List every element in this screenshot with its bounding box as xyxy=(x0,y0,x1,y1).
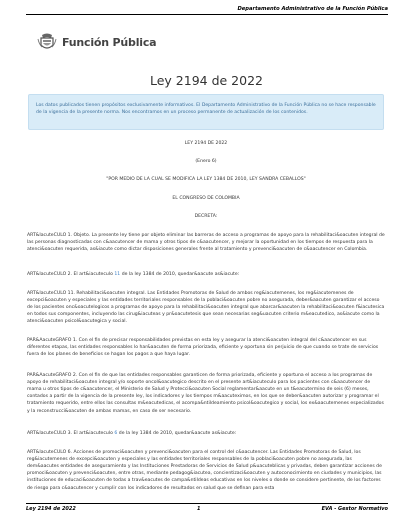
paragraph-2: PAR&AacuteGRAFO 2. Con el fin de que las entidades responsables garanticen de forma priorizada, eficiente y oportuna el acceso a los programas de apoyo de rehabilitaci&oacuten integral y/o soporte oncol&oacutegico descrito en el presente art&iacuteculo para los pacientes con c&aacutencer de mama u otros tipos de c&aacutencer, el Ministerio de Salud y Protecci&oacuten Social reglamentar&aacute en un t&eacutermino de seis (6) meses, contados a partir de la vigencia de la presente ley, los indicadores y los tiempos m&aacuteximos, en los que se deber&aacuten autorizar y programar el tratamiento requerido, entre ellos las consultas m&eacutedicas, el acompa&ntildeamiento psicol&oacutegico y social, los ex&aacutemenes especializados y la reconstrucci&oacuten de ambas mamas, en caso de ser necesario. xyxy=(27,373,384,414)
law-number: LEY 2194 DE 2022 xyxy=(184,141,228,146)
page-number: 1 xyxy=(197,506,201,512)
article-2 xyxy=(27,271,385,278)
decreta-heading: DECRETA: xyxy=(194,214,218,219)
law-subject: "POR MEDIO DE LA CUAL SE MODIFICA LA LEY 1384 DE 2010, LEY SANDRA CEBALLOS" xyxy=(106,177,306,182)
article-2-text-end: de la ley 1384 de 2010, quedar&aacute as&iacute: xyxy=(120,272,240,277)
article-3-text: ART&IacuteCULO 3. El art&iacuteculo xyxy=(27,431,115,436)
article-1: ART&IacuteCULO 1. Objeto. La presente ley tiene por objeto eliminar las barreras de acceso a programas de apoyo para la rehabilitaci&oacuten integral de las personas diagnosticadas con c&aacutencer de mama y otros tipos de c&aacutencer, y mejorar la oportunidad en los tiempos de respuesta para la atenci&oacuten requerida, as&iacute como dictar disposiciones generales frente al tratamiento y prevenci&oacuten de c&aacutencer en Colombia. xyxy=(27,233,385,253)
paragraph-1: PAR&AacuteGRAFO 1. Con el fin de precisar responsabilidades previstas en esta ley y asegurar la atenci&oacuten integral del c&aacutencer en sus diferentes etapas, las entidades responsables lo har&aacuten de forma priorizada, eficiente y oportuna sin perjuicio de que cuando se trate de servicios fuera de los planes de beneficios se hagan los pagos a que haya lugar. xyxy=(27,338,379,358)
congress-heading: EL CONGRESO DE COLOMBIA xyxy=(172,196,240,201)
article-11: ART&IacuteCULO 11. Rehabilitaci&oacuten integral. Las Entidades Promotoras de Salud de ambos reg&iacutemenes, los reg&iacutemenes de excepci&oacuten y especiales y las entidades territoriales responsables de la poblaci&oacuten pobre no asegurada, deber&aacuten garantizar el acceso de los pacientes onc&oacutelogicos a programas de apoyo para la rehabilitaci&oacuten integral que abarcar&aacuten la rehabilitaci&oacuten f&iacutesica en todos sus componentes, incluyendo las cirug&iacuteas y pr&oacutetesis que sean necesarias seg&uacuten criterio m&eacutedico, as&iacute como la atenci&oacuten psicol&oacutegica y social. xyxy=(27,291,385,325)
footer-law-name: Ley 2194 de 2022 xyxy=(26,506,76,512)
article-3-text-end: de la ley 1384 de 2010, quedar&aacute as&iacute: xyxy=(117,431,237,436)
document-title: Ley 2194 de 2022 xyxy=(149,73,263,88)
article-6: ART&IacuteCULO 6. Acciones de promoci&oacuten y prevenci&oacuten para el control del c&aacutencer. Las Entidades Promotoras de Salud, los reg&iacutemenes de excepci&oacuten y especiales y las entidades territoriales responsables de la poblaci&oacuten pobre no asegurada, las dem&aacutes entidades de aseguramiento y las Instituciones Prestadoras de Servicios de Salud p&uacuteblicas y privadas, deben garantizar acciones de promoci&oacuten y prevenci&oacuten, entre otras, mediante pedagog&iacutea, concientizaci&oacuten y autoconocimiento en ciudades y municipios, las instituciones de educaci&oacuten de todas a trav&eacutes de campa&ntildeas educativas en los niveles o donde se considere pertinente, de los factores de riesgo para c&aacutencer y cumplir con los indicadores de resultados en salud que se definan para esta xyxy=(27,450,382,491)
logo-text: Función Pública xyxy=(62,35,157,49)
article-11-link[interactable]: 11 xyxy=(114,272,121,277)
agency-header: Departamento Administrativo de la Función Pública xyxy=(26,6,388,15)
colombia-coat-of-arms-icon xyxy=(36,31,58,53)
article-6-link[interactable]: 6 xyxy=(114,431,118,436)
article-3 xyxy=(27,430,385,437)
page-footer xyxy=(26,503,388,512)
funcion-publica-logo[interactable] xyxy=(36,31,156,53)
article-2-text: ART&IacuteCULO 2. El art&iacuteculo xyxy=(27,272,115,277)
disclaimer-notice: Los datos publicados tienen propósitos exclusivamente informativos. El Departamento Administrativo de la Función Pública no se hace responsable de la vigencia de la presente norma. Nos encontramos en un proceso permanente de actualización de los contenidos. xyxy=(28,94,384,130)
footer-system-name: EVA - Gestor Normativo xyxy=(321,506,388,512)
law-date: (Enero 6) xyxy=(195,159,217,164)
